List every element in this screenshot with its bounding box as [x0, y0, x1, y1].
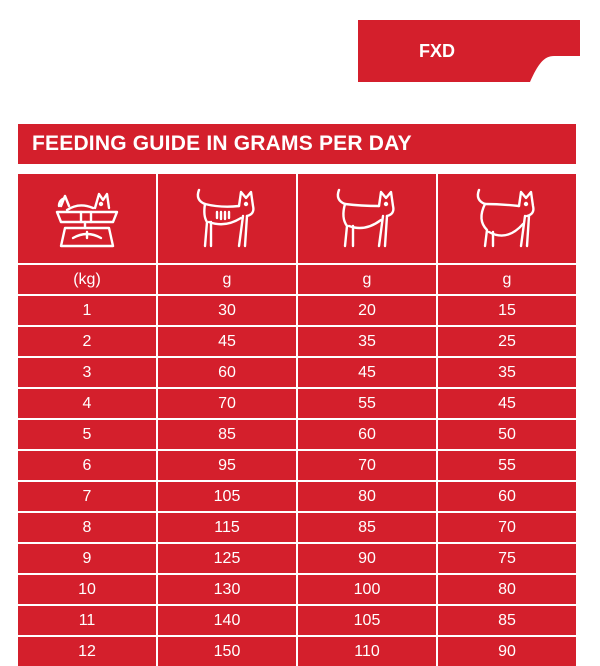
table-row: [18, 327, 576, 356]
feeding-table: [18, 174, 576, 666]
table-row: [18, 606, 576, 635]
grams-cell: 60: [158, 358, 296, 387]
overweight-cat-icon: [471, 186, 543, 252]
grams-cell: 55: [298, 389, 436, 418]
weight-cell: 9: [18, 544, 156, 573]
overweight-cat-header: [438, 174, 576, 263]
thin-cat-header: [158, 174, 296, 263]
weight-cell: 4: [18, 389, 156, 418]
unit-g: g: [438, 265, 576, 294]
weight-cell: 5: [18, 420, 156, 449]
table-row: [18, 482, 576, 511]
weight-cell: 11: [18, 606, 156, 635]
table-row: [18, 451, 576, 480]
weight-cell: 12: [18, 637, 156, 666]
weight-cell: 8: [18, 513, 156, 542]
weight-cell: 1: [18, 296, 156, 325]
grams-cell: 80: [298, 482, 436, 511]
grams-cell: 35: [298, 327, 436, 356]
grams-cell: 125: [158, 544, 296, 573]
grams-cell: 45: [158, 327, 296, 356]
grams-cell: 130: [158, 575, 296, 604]
thin-cat-icon: [191, 186, 263, 252]
grams-cell: 80: [438, 575, 576, 604]
table-row: [18, 637, 576, 666]
table-row: [18, 575, 576, 604]
grams-cell: 45: [298, 358, 436, 387]
icon-header-row: [18, 174, 576, 263]
grams-cell: 150: [158, 637, 296, 666]
grams-cell: 60: [438, 482, 576, 511]
grams-cell: 50: [438, 420, 576, 449]
units-row: [18, 265, 576, 294]
weight-cell: 6: [18, 451, 156, 480]
weight-cell: 10: [18, 575, 156, 604]
grams-cell: 85: [158, 420, 296, 449]
grams-cell: 105: [298, 606, 436, 635]
grams-cell: 90: [298, 544, 436, 573]
table-row: [18, 420, 576, 449]
grams-cell: 75: [438, 544, 576, 573]
grams-cell: 85: [298, 513, 436, 542]
unit-g: g: [158, 265, 296, 294]
unit-kg: (kg): [18, 265, 156, 294]
grams-cell: 20: [298, 296, 436, 325]
ideal-cat-icon: [331, 186, 403, 252]
page-title: FEEDING GUIDE IN GRAMS PER DAY: [18, 124, 576, 164]
grams-cell: 25: [438, 327, 576, 356]
weight-cell: 7: [18, 482, 156, 511]
unit-g: g: [298, 265, 436, 294]
grams-cell: 85: [438, 606, 576, 635]
grams-cell: 105: [158, 482, 296, 511]
grams-cell: 70: [438, 513, 576, 542]
grams-cell: 70: [298, 451, 436, 480]
grams-cell: 100: [298, 575, 436, 604]
grams-cell: 35: [438, 358, 576, 387]
product-code: FXD: [419, 41, 455, 61]
cat-on-scale-icon: [51, 186, 123, 252]
grams-cell: 55: [438, 451, 576, 480]
product-tab: [358, 20, 580, 82]
weight-cell: 2: [18, 327, 156, 356]
grams-cell: 110: [298, 637, 436, 666]
table-row: [18, 513, 576, 542]
table-row: [18, 358, 576, 387]
weight-header: [18, 174, 156, 263]
grams-cell: 45: [438, 389, 576, 418]
grams-cell: 95: [158, 451, 296, 480]
weight-cell: 3: [18, 358, 156, 387]
table-row: [18, 544, 576, 573]
grams-cell: 90: [438, 637, 576, 666]
grams-cell: 140: [158, 606, 296, 635]
grams-cell: 60: [298, 420, 436, 449]
grams-cell: 30: [158, 296, 296, 325]
ideal-cat-header: [298, 174, 436, 263]
grams-cell: 115: [158, 513, 296, 542]
table-row: [18, 296, 576, 325]
grams-cell: 15: [438, 296, 576, 325]
table-row: [18, 389, 576, 418]
grams-cell: 70: [158, 389, 296, 418]
